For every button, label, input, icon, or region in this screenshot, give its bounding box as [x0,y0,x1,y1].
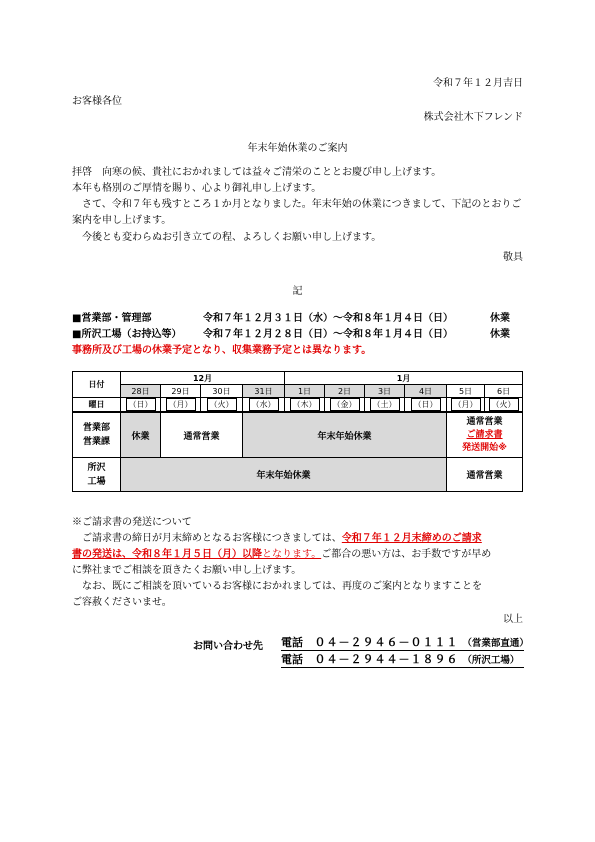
weekday-cell: （土） [365,398,405,413]
contact-phone-plant: 電話 ０４－２９４４－１８９６ （所沢工場） [281,651,524,668]
closing-ijo: 以上 [503,614,523,625]
day-cell: 1日 [285,385,325,398]
plant-newyear-cell: 年末年始休業 [121,458,447,492]
month-january: 1月 [285,372,523,385]
date-header: 日付 [73,372,121,398]
sales-resume-cell: 通常営業 ご請求書 発送開始※ [447,412,523,458]
weekday-cell: （日） [405,398,447,413]
holiday-calendar-table [72,371,523,492]
company-name: 株式会社木下フレンド [423,112,523,123]
schedule-dept-plant: ■所沢工場（お持込等） [72,329,182,340]
schedule-period-plant: 令和７年１２月２８日（日）～令和８年１月４日（日） [203,329,453,340]
day-cell: 30日 [201,385,243,398]
body-paragraph-2: 本年も格別のご厚情を賜り、心より御礼申し上げます。 [72,183,322,194]
weekday-cell: （日） [121,398,161,413]
schedule-dept-sales: ■営業部・管理部 [72,313,152,324]
schedule-note: 事務所及び工場の休業予定となり、収集業務予定とは異なります。 [72,345,372,356]
weekday-cell: （月） [161,398,201,413]
document-date: 令和７年１２月吉日 [433,78,523,89]
day-cell: 29日 [161,385,201,398]
day-cell: 31日 [243,385,285,398]
recipient: お客様各位 [72,96,122,107]
invoice-note-heading: ※ご請求書の発送について [72,517,192,528]
weekday-cell: （水） [243,398,285,413]
plant-normal-cell: 通常営業 [447,458,523,492]
sales-normal-cell: 通常営業 [161,412,243,458]
body-paragraph-4: 今後とも変わらぬお引き立ての程、よろしくお願い申し上げます。 [72,232,382,243]
schedule-period-sales: 令和７年１２月３１日（水）～令和８年１月４日（日） [203,313,453,324]
weekday-header: 曜日 [73,398,121,413]
invoice-note-line-5: ご容赦くださいませ。 [72,597,172,608]
closing-keigu: 敬具 [503,252,523,263]
schedule-status-sales: 休業 [490,313,510,324]
sales-newyear-cell: 年末年始休業 [243,412,447,458]
day-cell: 28日 [121,385,161,398]
invoice-note-line-2: 書の発送は、令和８年１月５日（月）以降となります。ご都合の悪い方は、お手数ですが早め [72,549,492,560]
ki-marker: 記 [292,286,303,297]
document-title: 年末年始休業のご案内 [247,143,348,154]
month-december: 12月 [121,372,285,385]
body-paragraph-3: さて、令和７年も残すところ１か月となりました。年末年始の休業につきまして、下記のとおりご案内を申し上げます。 [72,199,522,226]
weekday-cell: （金） [325,398,365,413]
weekday-cell: （木） [285,398,325,413]
day-cell: 6日 [485,385,523,398]
invoice-note-line-1: ご請求書の締日が月末締めとなるお客様につきましては、令和７年１２月末締めのご請求 [72,533,482,544]
day-cell: 2日 [325,385,365,398]
weekday-cell: （月） [447,398,485,413]
schedule-status-plant: 休業 [490,329,510,340]
day-cell: 4日 [405,385,447,398]
body-paragraph-1: 拝啓 向寒の候、貴社におかれましては益々ご清栄のこととお慶び申し上げます。 [72,167,442,178]
contact-label: お問い合わせ先 [193,641,263,652]
sales-holiday-cell: 休業 [121,412,161,458]
day-cell: 5日 [447,385,485,398]
weekday-cell: （火） [485,398,523,413]
day-cell: 3日 [365,385,405,398]
weekday-cell: （火） [201,398,243,413]
plant-row-header: 所沢 工場 [73,458,121,492]
invoice-note-line-3: に弊社までご相談を頂きたくお願い申し上げます。 [72,565,302,576]
invoice-note-line-4: なお、既にご相談を頂いているお客様におかれましては、再度のご案内となりますことを [72,581,482,592]
contact-phone-sales: 電話 ０４－２９４６－０１１１ （営業部直通） [281,636,529,649]
sales-row-header: 営業部 営業課 [73,412,121,458]
